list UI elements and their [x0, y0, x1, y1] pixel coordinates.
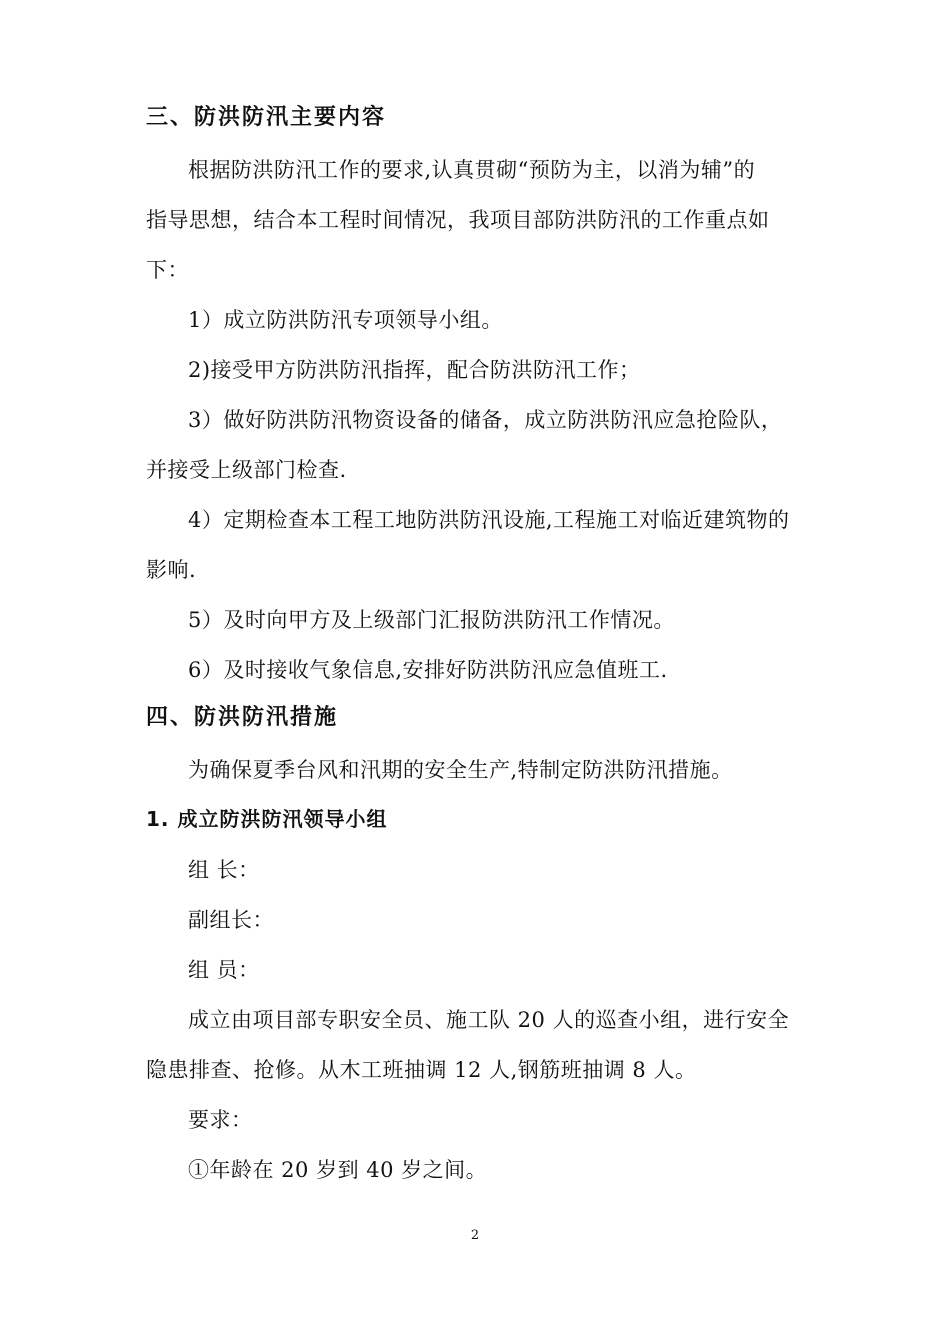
- requirement-item: ①年龄在 20 岁到 40 岁之间。: [188, 1158, 488, 1182]
- list-item: 6）及时接收气象信息,安排好防洪防汛应急值班工.: [188, 658, 668, 682]
- paragraph-line: 指导思想，结合本工程时间情况，我项目部防洪防汛的工作重点如: [146, 208, 770, 232]
- requirements-label: 要求：: [188, 1108, 253, 1132]
- list-item-continuation: 影响.: [146, 558, 197, 582]
- section-heading-4: 四、防洪防汛措施: [146, 705, 339, 730]
- paragraph-line: 为确保夏季台风和汛期的安全生产,特制定防洪防汛措施。: [188, 758, 733, 782]
- page-number: 2: [470, 1228, 480, 1243]
- list-item: 5）及时向甲方及上级部门汇报防洪防汛工作情况。: [188, 608, 675, 632]
- list-item: 1）成立防洪防汛专项领导小组。: [188, 308, 503, 332]
- subsection-heading: 1. 成立防洪防汛领导小组: [146, 807, 388, 831]
- section-heading-3: 三、防洪防汛主要内容: [146, 105, 387, 130]
- paragraph-line: 根据防洪防汛工作的要求,认真贯砌“预防为主，以消为辅”的: [188, 158, 756, 182]
- role-line-deputy: 副组长：: [188, 908, 274, 932]
- list-item: 2)接受甲方防洪防汛指挥，配合防洪防汛工作；: [188, 358, 641, 382]
- role-line-leader: 组 长：: [188, 858, 260, 882]
- paragraph-line: 隐患排查、抢修。从木工班抽调 12 人,钢筋班抽调 8 人。: [146, 1058, 697, 1082]
- paragraph-line: 成立由项目部专职安全员、施工队 20 人的巡查小组，进行安全: [188, 1008, 790, 1032]
- list-item: 4）定期检查本工程工地防洪防汛设施,工程施工对临近建筑物的: [188, 508, 790, 532]
- paragraph-line: 下：: [146, 258, 189, 282]
- role-line-members: 组 员：: [188, 958, 260, 982]
- list-item: 3）做好防洪防汛物资设备的储备，成立防洪防汛应急抢险队，: [188, 408, 783, 432]
- list-item-continuation: 并接受上级部门检查.: [146, 458, 347, 482]
